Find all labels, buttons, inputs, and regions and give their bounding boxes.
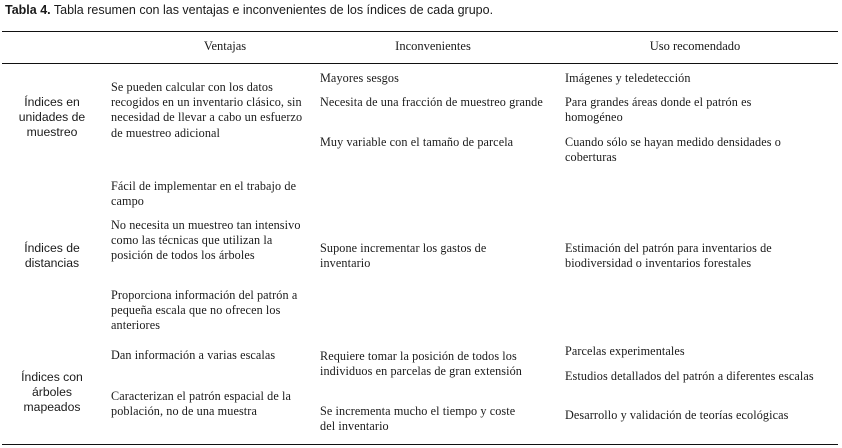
caption-label: Tabla 4. <box>5 3 51 17</box>
cell-inconveniente: Mayores sesgos <box>320 71 399 85</box>
cell-inconveniente: Requiere tomar la posición de todos los individuos en parcelas de gran extensión <box>320 349 522 379</box>
cell-ventaja: Dan información a varias escalas <box>111 348 276 362</box>
top-rule <box>2 31 838 32</box>
cell-ventaja: No necesita un muestreo tan intensivo como las técnicas que utilizan la posición de todos los árboles <box>111 218 301 263</box>
cell-inconveniente: Se incrementa mucho el tiempo y coste del inventario <box>320 404 516 434</box>
cell-uso: Desarrollo y validación de teorías ecológicas <box>565 408 789 422</box>
cell-inconveniente: Supone incrementar los gastos de inventario <box>320 241 487 271</box>
cell-uso: Estimación del patrón para inventarios de biodiversidad o inventarios forestales <box>565 241 772 271</box>
cell-ventaja: Proporciona información del patrón a pequeña escala que no ofrecen los anteriores <box>111 288 298 333</box>
table-caption <box>5 3 493 17</box>
column-header-inconvenientes: Inconvenientes <box>395 39 471 53</box>
cell-uso: Cuando sólo se hayan medido densidades o coberturas <box>565 135 781 165</box>
cell-uso: Estudios detallados del patrón a diferentes escalas <box>565 369 814 383</box>
cell-inconveniente: Muy variable con el tamaño de parcela <box>320 135 514 149</box>
row-header-distancias: Índices de distancias <box>24 241 80 271</box>
column-header-uso: Uso recomendado <box>649 39 741 53</box>
cell-ventaja: Se pueden calcular con los datos recogidos en un inventario clásico, sin necesidad de llevar a cabo un esfuerzo de muestreo adicional <box>111 80 303 140</box>
cell-inconveniente: Necesita de una fracción de muestreo grande <box>320 95 543 109</box>
cell-ventaja: Fácil de implementar en el trabajo de campo <box>111 179 297 209</box>
cell-ventaja: Caracterizan el patrón espacial de la población, no de una muestra <box>111 389 291 419</box>
column-header-ventajas: Ventajas <box>203 39 247 53</box>
caption-text: Tabla resumen con las ventajas e inconvenientes de los índices de cada grupo. <box>50 3 494 17</box>
header-rule <box>2 63 838 64</box>
row-header-unidades: Índices en unidades de muestreo <box>18 95 86 140</box>
cell-uso: Parcelas experimentales <box>565 344 685 358</box>
row-header-mapeados: Índices con árboles mapeados <box>21 370 83 415</box>
bottom-rule <box>2 444 838 445</box>
cell-uso: Para grandes áreas donde el patrón es homogéneo <box>565 95 752 125</box>
cell-uso: Imágenes y teledetección <box>565 71 691 85</box>
